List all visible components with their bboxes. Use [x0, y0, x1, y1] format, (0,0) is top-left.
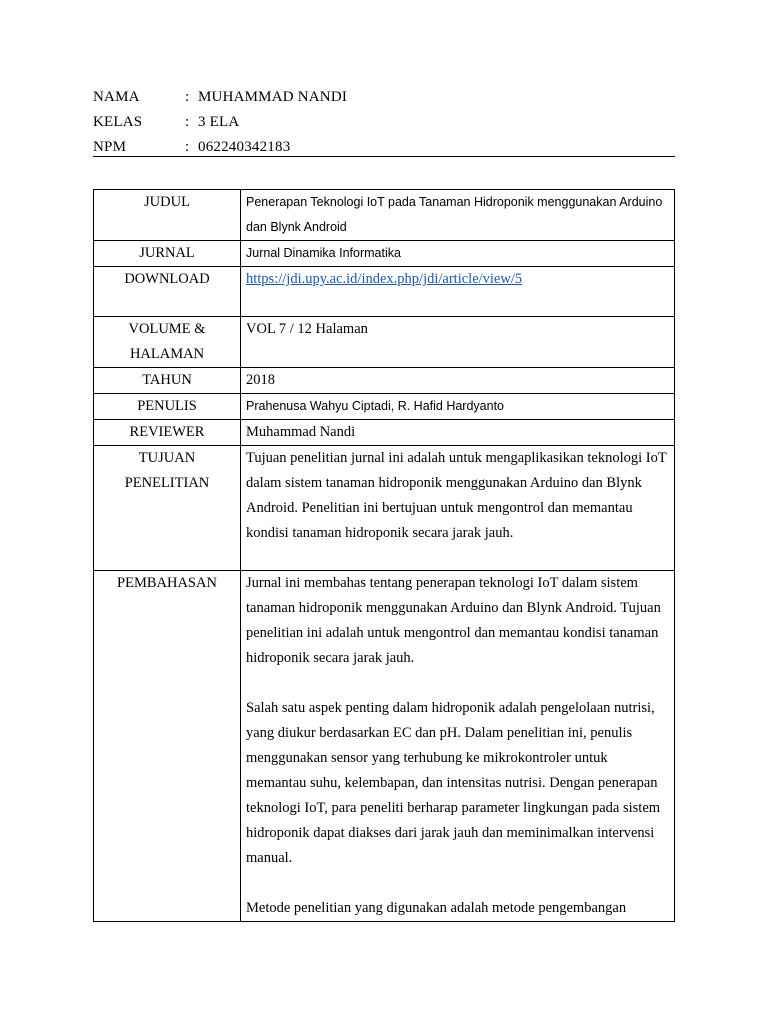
- tujuan-label-line1: TUJUAN: [138, 450, 196, 466]
- reviewer-label: REVIEWER: [94, 420, 241, 446]
- class-row: [93, 111, 675, 136]
- table-row-tujuan: [94, 446, 675, 571]
- volume-label-line2: HALAMAN: [129, 346, 205, 362]
- class-value: 3 ELA: [198, 114, 240, 130]
- table-row-tahun: [94, 368, 675, 394]
- tujuan-value: Tujuan penelitian jurnal ini adalah untuk mengaplikasikan teknologi IoT dalam sistem tanaman hidroponik menggunakan Arduino dan Blynk Android. Penelitian ini bertujuan untuk mengontrol dan memantau kondisi tanaman hidroponik secara jarak jauh.: [241, 446, 675, 571]
- volume-label: [94, 317, 241, 368]
- table-row-volume: [94, 317, 675, 368]
- pembahasan-value: [241, 571, 675, 922]
- volume-value: VOL 7 / 12 Halaman: [241, 317, 675, 368]
- paragraph-gap: [246, 871, 669, 896]
- volume-label-line1: VOLUME &: [128, 321, 206, 337]
- download-link[interactable]: https://jdi.upy.ac.id/index.php/jdi/article/view/5: [246, 271, 523, 287]
- jurnal-label: JURNAL: [94, 241, 241, 267]
- class-colon: :: [185, 114, 190, 130]
- pembahasan-paragraph-2: Salah satu aspek penting dalam hidroponik adalah pengelolaan nutrisi, yang diukur berdasarkan EC dan pH. Dalam penelitian ini, penulis menggunakan sensor yang terhubung ke mikrokontroler untuk memantau suhu, kelembapan, dan intensitas nutrisi. Dengan penerapan teknologi IoT, para peneliti berharap parameter lingkungan pada sistem hidroponik dapat diakses dari jarak jauh dan meminimalkan intervensi manual.: [246, 700, 661, 866]
- name-label: NAMA: [93, 89, 140, 105]
- tujuan-label: [94, 446, 241, 571]
- tahun-value: 2018: [241, 368, 675, 394]
- name-row: [93, 86, 675, 111]
- table-row-pembahasan: [94, 571, 675, 922]
- name-colon: :: [185, 89, 190, 105]
- download-cell: [241, 267, 675, 317]
- table-row-judul: [94, 190, 675, 241]
- npm-colon: :: [185, 139, 190, 155]
- judul-label: JUDUL: [94, 190, 241, 241]
- header-divider: [93, 156, 675, 157]
- judul-value: Penerapan Teknologi IoT pada Tanaman Hidroponik menggunakan Arduino dan Blynk Android: [241, 190, 675, 241]
- reviewer-value: Muhammad Nandi: [241, 420, 675, 446]
- table-row-reviewer: [94, 420, 675, 446]
- student-info-header: [93, 86, 675, 161]
- class-label: KELAS: [93, 114, 143, 130]
- paragraph-gap: [246, 671, 669, 696]
- pembahasan-paragraph-1: Jurnal ini membahas tentang penerapan teknologi IoT dalam sistem tanaman hidroponik menggunakan Arduino dan Blynk Android. Tujuan penelitian ini adalah untuk mengontrol dan memantau kondisi tanaman hidroponik secara jarak jauh.: [246, 575, 661, 666]
- penulis-label: PENULIS: [94, 394, 241, 420]
- pembahasan-paragraph-3: Metode penelitian yang digunakan adalah metode pengembangan: [246, 900, 627, 916]
- table-row-penulis: [94, 394, 675, 420]
- name-value: MUHAMMAD NANDI: [198, 89, 348, 105]
- penulis-value: Prahenusa Wahyu Ciptadi, R. Hafid Hardyanto: [241, 394, 675, 420]
- jurnal-value: Jurnal Dinamika Informatika: [241, 241, 675, 267]
- tahun-label: TAHUN: [94, 368, 241, 394]
- table-row-download: [94, 267, 675, 317]
- npm-label: NPM: [93, 139, 127, 155]
- npm-row: [93, 136, 675, 161]
- tujuan-label-line2: PENELITIAN: [124, 475, 210, 491]
- table-row-jurnal: [94, 241, 675, 267]
- journal-review-table: [93, 189, 675, 922]
- npm-value: 062240342183: [198, 139, 291, 155]
- download-label: DOWNLOAD: [94, 267, 241, 317]
- pembahasan-label: PEMBAHASAN: [94, 571, 241, 922]
